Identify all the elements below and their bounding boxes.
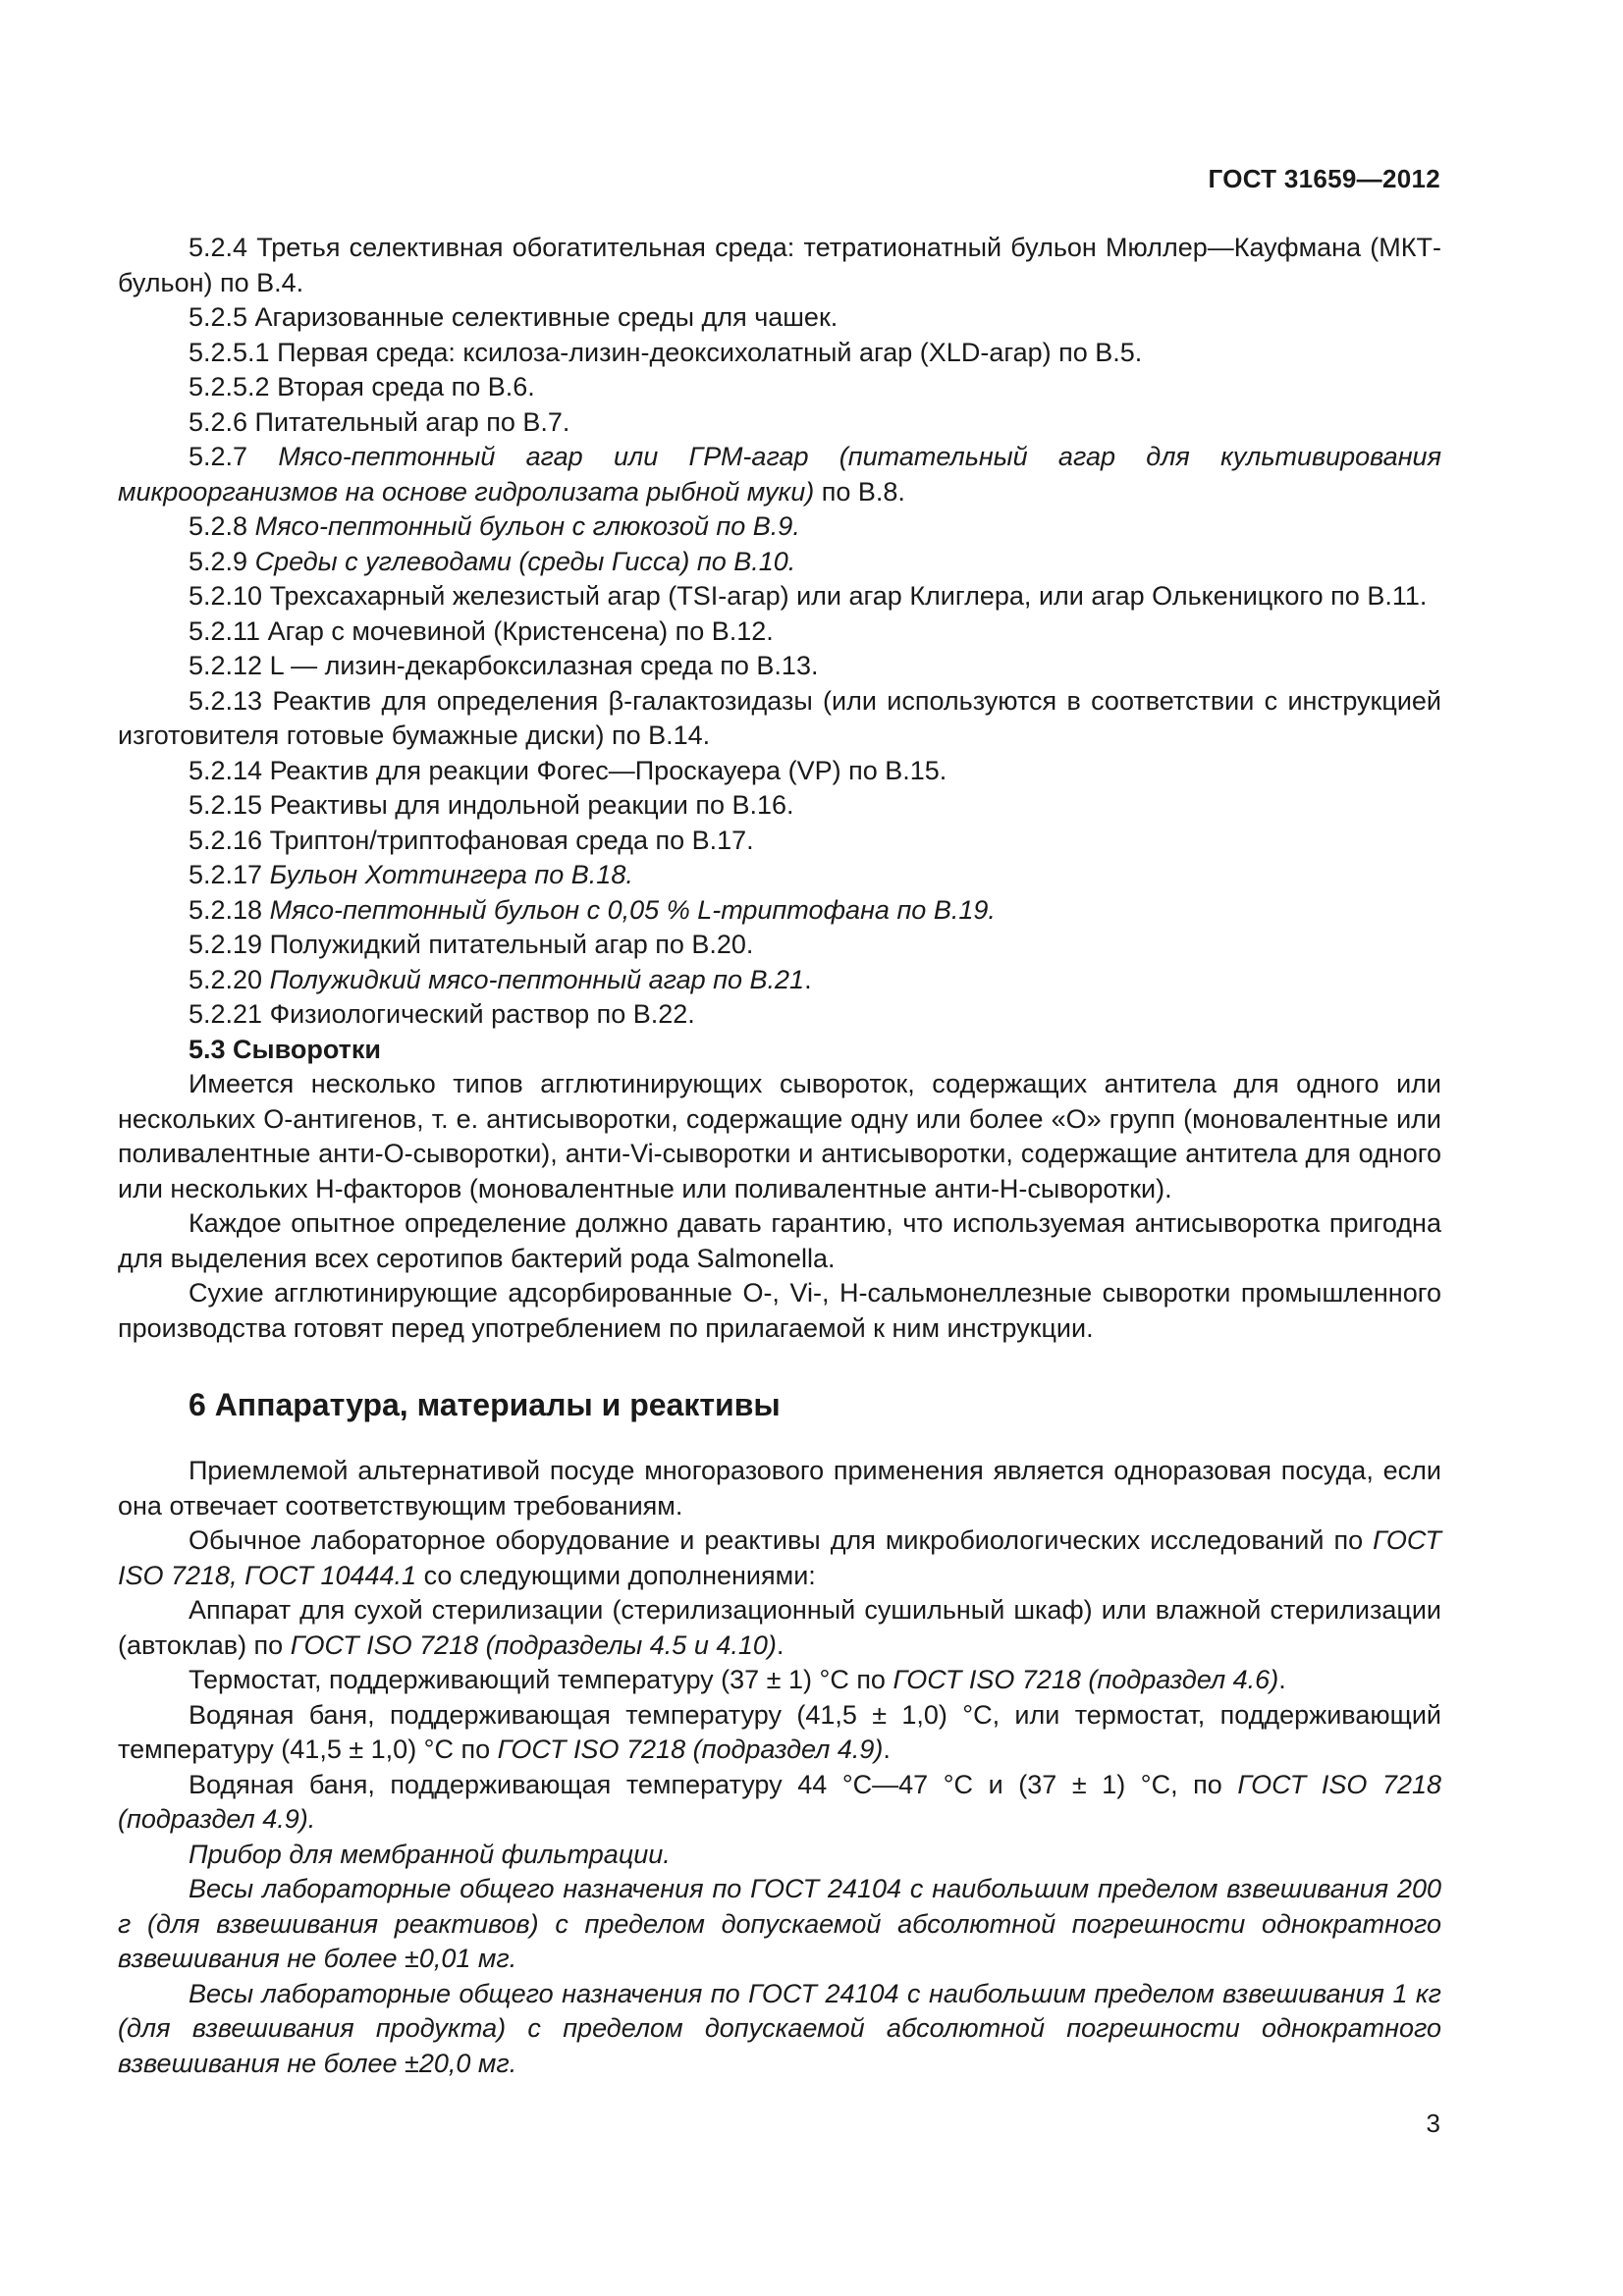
item-tail: .: [804, 964, 812, 994]
item-number: 5.2.18: [189, 894, 263, 925]
item-number: 5.2.17: [189, 860, 263, 889]
paragraph-text: .: [776, 1629, 784, 1660]
section-5-3-paragraph: Каждое опытное определение должно давать гарантию, что используемая антисыворотка пригодна для выделения всех серотипов бактерий рода Salmonella.: [118, 1208, 1441, 1273]
standard-reference: ГОСТ ISO 7218, ГОСТ 10444.1: [118, 1525, 1441, 1590]
item-5-2-21: 5.2.21 Физиологический раствор по В.22.: [189, 999, 695, 1029]
section-5-3-paragraph: Имеется несколько типов агглютинирующих сывороток, содержащих антитела для одного или нескольких О-антигенов, т. е. антисыворотки, содержащие одну или более «О» групп (моновалентные или поливалентные анти-О-сыворотки), анти-Vi-сыворотки и антисыворотки, содержащие антитела для одного или нескольких Н-факторов (моновалентные или поливалентные анти-Н-сыворотки).: [118, 1069, 1441, 1203]
item-5-2-19: 5.2.19 Полужидкий питательный агар по В.20.: [189, 930, 754, 959]
item-italic-text: Мясо-пептонный бульон с глюкозой по В.9.: [254, 511, 800, 541]
item-5-2-16: 5.2.16 Триптон/триптофановая среда по В.17.: [189, 825, 754, 855]
item-number: 5.2.20: [189, 964, 263, 994]
paragraph-text: .: [883, 1735, 891, 1764]
item-5-2-12: 5.2.12 L — лизин-декарбоксилазная среда по В.13.: [189, 651, 819, 680]
standard-reference: ГОСТ ISO 7218 (подраздел 4.6): [893, 1665, 1279, 1694]
paragraph-text: Термостат, поддерживающий температуру (37 ± 1) °С по: [189, 1665, 893, 1694]
item-5-2-13: 5.2.13 Реактив для определения β-галактозидазы (или используются в соответствии с инструкцией изготовителя готовые бумажные диски) по В.14.: [118, 685, 1441, 750]
section-6-paragraph: [118, 1523, 1441, 1593]
section-5-3-paragraph: Сухие агглютинирующие адсорбированные О-, Vi-, Н-сальмонеллезные сыворотки промышленного производства готовят перед употреблением по прилагаемой к ним инструкции.: [118, 1278, 1441, 1343]
item-italic-text: Мясо-пептонный бульон с 0,05 % L-триптофана по В.19.: [269, 894, 996, 925]
item-italic-text: Среды с углеводами (среды Гисса) по В.10.: [254, 546, 796, 576]
item-5-2-11: 5.2.11 Агар с мочевиной (Кристенсена) по В.12.: [189, 615, 774, 646]
paragraph-text: со следующими дополнениями:: [416, 1560, 816, 1590]
section-6-paragraph: [118, 1698, 1441, 1768]
item-5-2-6: 5.2.6 Питательный агар по В.7.: [189, 406, 570, 437]
item-number: 5.2.7: [189, 442, 248, 471]
item-number: 5.2.9: [189, 546, 248, 576]
document-body: [118, 231, 1441, 2081]
item-italic-text: Бульон Хоттингера по В.18.: [269, 860, 633, 889]
item-5-2-8: [118, 509, 1441, 545]
paragraph-text: Водяная баня, поддерживающая температуру 44 °С—47 °С и (37 ± 1) °С, по: [189, 1769, 1238, 1799]
paragraph-text: .: [1278, 1665, 1286, 1694]
standard-reference: ГОСТ ISO 7218 (подразделы 4.5 и 4.10): [290, 1629, 777, 1660]
document-number-header: ГОСТ 31659—2012: [1208, 164, 1440, 193]
item-5-2-18: [118, 893, 1441, 929]
paragraph-text: Водяная баня, поддерживающая температуру (41,5 ± 1,0) °С, или термостат, поддерживающий температуру (41,5 ± 1,0) °С по: [118, 1699, 1441, 1764]
paragraph-text: Обычное лабораторное оборудование и реактивы для микробиологических исследований по: [189, 1525, 1374, 1555]
section-6-paragraph: [118, 1768, 1441, 1838]
section-6-paragraph: Весы лабораторные общего назначения по ГОСТ 24104 с наибольшим пределом взвешивания 1 кг (для взвешивания продукта) с пределом допускаемой абсолютной погрешности однократного взвешивания не более ±20,0 мг.: [118, 1978, 1441, 2078]
item-5-2-20: [118, 963, 1441, 998]
section-6-paragraph: Прибор для мембранной фильтрации.: [189, 1839, 671, 1869]
item-italic-text: Полужидкий мясо-пептонный агар по В.21: [269, 964, 805, 994]
item-5-2-4: 5.2.4 Третья селективная обогатительная среда: тетратионатный бульон Мюллер—Кауфмана (МКТ-бульон) по В.4.: [118, 233, 1441, 297]
item-number: 5.2.8: [189, 511, 248, 541]
section-6-paragraph: Весы лабораторные общего назначения по ГОСТ 24104 с наибольшим пределом взвешивания 200 г (для взвешивания реактивов) с пределом допускаемой абсолютной погрешности однократного взвешивания не более ±0,01 мг.: [118, 1874, 1441, 1973]
item-5-2-10: 5.2.10 Трехсахарный железистый агар (TSI-агар) или агар Клиглера, или агар Олькеницкого по В.11.: [189, 581, 1428, 611]
item-tail: по В.8.: [814, 476, 905, 507]
section-6-paragraph: Приемлемой альтернативой посуде многоразового применения является одноразовая посуда, если она отвечает соответствующим требованиям.: [118, 1456, 1441, 1521]
item-italic-text: Мясо-пептонный агар или ГРМ-агар (питательный агар для культивирования микроорганизмов на основе гидролизата рыбной муки): [118, 442, 1441, 507]
section-6-paragraph: [118, 1663, 1441, 1698]
section-5-3-heading: 5.3 Сыворотки: [189, 1034, 381, 1064]
item-5-2-7: [118, 440, 1441, 509]
page-number: 3: [1426, 2109, 1440, 2138]
item-5-2-5: 5.2.5 Агаризованные селективные среды для чашек.: [189, 302, 839, 332]
paragraph-text: Аппарат для сухой стерилизации (стерилизационный сушильный шкаф) или влажной стерилизации (автоклав) по: [118, 1595, 1441, 1660]
item-5-2-9: [118, 545, 1441, 580]
item-5-2-5-2: 5.2.5.2 Вторая среда по В.6.: [189, 372, 535, 401]
section-6-heading: 6 Аппаратура, материалы и реактивы: [189, 1387, 781, 1422]
standard-reference: ГОСТ ISO 7218 (подраздел 4.9): [497, 1735, 884, 1764]
section-6-paragraph: [118, 1593, 1441, 1663]
item-5-2-14: 5.2.14 Реактив для реакции Фогес—Проскауера (VP) по В.15.: [189, 755, 947, 785]
item-5-2-17: [118, 858, 1441, 893]
standard-reference: ГОСТ ISO 7218 (подраздел 4.9).: [118, 1769, 1441, 1834]
item-5-2-15: 5.2.15 Реактивы для индольной реакции по В.16.: [189, 790, 794, 820]
item-5-2-5-1: 5.2.5.1 Первая среда: ксилоза-лизин-деоксихолатный агар (XLD-агар) по В.5.: [189, 337, 1143, 367]
